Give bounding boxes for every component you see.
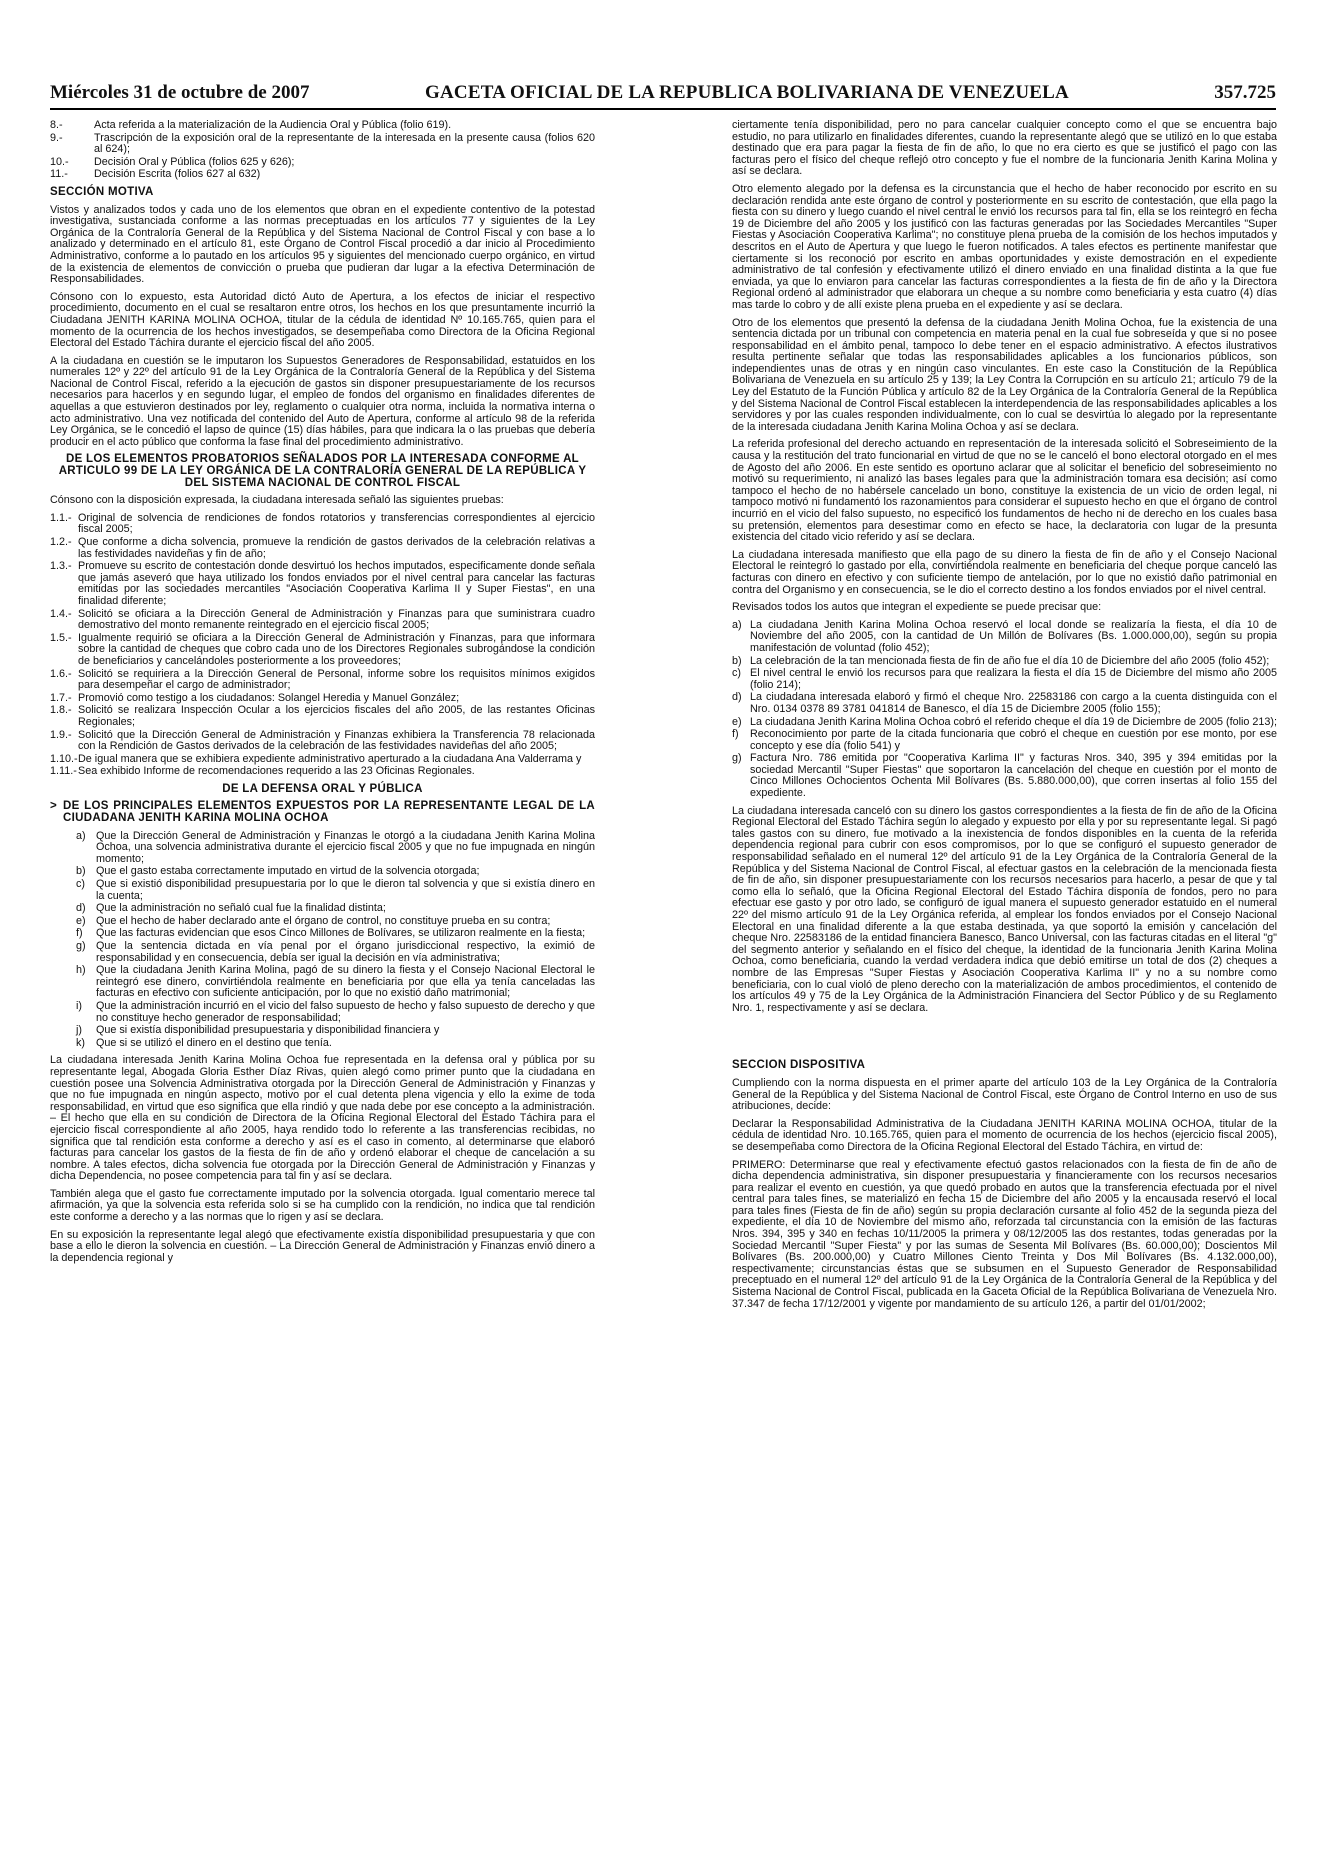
list-item <box>50 916 595 928</box>
paragraph: Declarar la Responsabilidad Administrativa de la Ciudadana JENITH KARINA MOLINA OCHOA, titular de la cédula de identidad Nro. 10.165.765, quien para el momento de ocurrencia de los hechos (ejercicio fiscal 2005), se desempeñaba como Directora de la Oficina Regional Electoral del Estado Táchira, en virtud de: <box>732 1117 1277 1153</box>
item-text: El nivel central le envió los recursos para que realizara la fiesta el día 15 de Diciembre del mismo año 2005 (folio 214); <box>750 667 1277 691</box>
item-number: 1.3.- <box>50 560 72 573</box>
item-text: Promovió como testigo a los ciudadanos: Solangel Heredia y Manuel González; <box>78 691 460 704</box>
item-text: Solicitó que la Dirección General de Administración y Finanzas exhibiera la Transferencia 78 relacionada con la Rendición de Gastos derivados de la celebración de las festividades navideñas del año 2005; <box>78 728 595 753</box>
list-item <box>50 754 595 766</box>
document-list <box>50 120 595 181</box>
list-item <box>50 928 595 940</box>
item-text: Reconocimiento por parte de la citada funcionaria que cobró el cheque en cuestión por ese monto, por ese concepto y ese día (folio 541) y <box>750 728 1277 752</box>
item-number: 8.- <box>50 120 63 131</box>
list-item <box>50 866 595 878</box>
item-text: Promueve su escrito de contestación donde desvirtuó los hechos imputados, especificamente donde señala que jamás aseveró que haya utilizado los fondos enviados por el nivel central para cancelar las facturas emitidas por las sociedades mercantiles "Asociación Cooperativa Karlima II y Super Fiestas", en una finalidad diferente; <box>78 560 595 607</box>
item-number: 11.- <box>50 168 68 181</box>
item-number: 1.2.- <box>50 536 72 548</box>
list-item <box>50 903 595 915</box>
item-text: Que si existió disponibilidad presupuestaria por lo que le dieron tal solvencia y que si existía dinero en la cuenta; <box>96 878 595 902</box>
item-letter: d) <box>76 902 86 915</box>
paragraph: ciertamente tenía disponibilidad, pero no para cancelar cualquier concepto como el que se encuentra bajo estudio, no para utilizarlo en finalidades diferentes, cuando la representante alegó que se utilizó en lo que estaba destinado que era para pagar la fiesta de fin de año, lo que no era cierto es que se justificó el pago con las facturas pero el físico del cheque reflejó otro concepto y fue el nombre de la funcionaria Jenith Karina Molina y así se declara. <box>732 120 1277 178</box>
item-text: Que conforme a dicha solvencia, promueve la rendición de gastos derivados de la celebración relativas a las festividades navideñas y fin de año; <box>78 536 595 560</box>
paragraph: También alega que el gasto fue correctamente imputado por la solvencia otorgada. Igual comentario merece tal afirmación, ya que la solvencia esta referida solo si se ha cumplido con la rendición, no indica que tal rendición este conforme a derecho y a las normas que lo rigen y así se declara. <box>50 1187 595 1224</box>
item-text: Acta referida a la materialización de la Audiencia Oral y Pública (folio 619). <box>94 120 452 131</box>
item-text: La ciudadana Jenith Karina Molina Ochoa cobró el referido cheque el día 19 de Diciembre de 2005 (folio 213); <box>750 715 1277 728</box>
list-item <box>732 753 1277 799</box>
item-number: 1.9.- <box>50 728 72 741</box>
item-letter: d) <box>732 691 742 704</box>
item-text: Que las facturas evidencian que esos Cinco Millones de Bolívares, se utilizaron realmente en la fiesta; <box>96 927 586 940</box>
item-letter: h) <box>76 964 86 977</box>
item-text: Que el hecho de haber declarado ante el órgano de control, no constituye prueba en su contra; <box>96 914 551 927</box>
list-item <box>50 609 595 632</box>
list-item <box>732 692 1277 715</box>
item-text: Decisión Oral y Pública (folios 625 y 626); <box>94 155 295 168</box>
item-text: Trascripción de la exposición oral de la representante de la interesada en la presente causa (folios 620 al 624); <box>94 131 595 156</box>
list-item <box>50 1001 595 1024</box>
item-text: Solicitó se requiriera a la Dirección General de Personal, informe sobre los requisitos mínimos exigidos para desempeñar el cargo de administrador; <box>78 667 595 692</box>
list-item <box>50 879 595 902</box>
item-text: Factura Nro. 786 emitida por "Cooperativa Karlima II" y facturas Nros. 340, 395 y 394 emitidas por la sociedad Mercantil "Super Fiestas" que soportaron la cancelación del cheque en cuestión por el monto de Cinco Millones Ochocientos Ochenta Mil Bolívares (Bs. 5.880.000,00), que corren insertas al folio 155 del expediente. <box>750 752 1277 800</box>
paragraph: PRIMERO: Determinarse que real y efectivamente efectuó gastos relacionados con la fiesta de fin de año de dicha dependencia administrativa, sin disponer presupuestaria y financieramente con los recursos necesarios para realizar el evento en cuestión, ya que quedó probado en autos que la transferencia efectuada por el nivel central para tales fines, se materializó en fecha 15 de Diciembre del año 2005 y la encausada reservó el local para tales fines (Fiesta de fin de año) según su propia declaración cursante al folio 452 de la segunda pieza del expediente, el día 10 de Noviembre del mismo año, reforzada tal circunstancia con la emisión de las facturas Nros. 394, 395 y 340 en fechas 10/11/2005 la primera y 08/12/2005 las dos restantes, todas generadas por la Sociedad Mercantil "Super Fiesta" y por las sumas de Sesenta Mil Bolívares (Bs. 60.000,00); Doscientos Mil Bolívares (Bs. 200.000,00) y Cuatro Millones Ciento Treinta y Dos Mil Bolívares (Bs. 4.132.000,00), respectivamente; circunstancias éstas que se subsumen en el Supuesto Generador de Responsabilidad preceptuado en el numeral 12º del artículo 91 de la Ley Orgánica de la Contraloría General de la República y del Sistema Nacional de Control Fiscal, publicada en la Gaceta Oficial de la República Bolivariana de Venezuela Nro. 37.347 de fecha 17/12/2001 y vigente por mandamiento de su artículo 126, a partir del 01/01/2002; <box>732 1158 1277 1310</box>
paragraph: En su exposición la representante legal alegó que efectivamente existía disponibilidad presupuestaria y que con base a ello le dieron la solvencia en cuestión. – La Dirección General de Administración y Finanzas envió dinero a la dependencia regional y <box>50 1228 595 1264</box>
item-text: Decisión Escrita (folios 627 al 632) <box>94 168 261 181</box>
section-heading-probatorios: DE LOS ELEMENTOS PROBATORIOS SEÑALADOS POR LA INTERESADA CONFORME AL ARTICULO 99 DE LA LEY ORGÁNICA DE LA CONTRALORÍA GENERAL DE LA REPÚBLICA Y DEL SISTEMA NACIONAL DE CONTROL FISCAL <box>58 453 587 489</box>
list-item <box>50 513 595 536</box>
heading-marker: > <box>50 800 58 813</box>
item-number: 1.8.- <box>50 704 72 717</box>
item-text: Que la administración no señaló cual fue la finalidad distinta; <box>96 902 386 915</box>
paragraph: Otro elemento alegado por la defensa es la circunstancia que el hecho de haber reconocido por escrito en su declaración rendida ante este órgano de control y posteriormente en su escrito de contestación, que ella pago la fiesta con su dinero y luego cuando el nivel central le envió los recursos para tal fin, ella se los reintegró en fecha 19 de Diciembre del año 2005 y los justificó con las facturas generadas por las Sociedades Mercantiles "Super Fiestas y Asociación Cooperativa Karlima"; no constituye plena prueba de la comisión de los hechos imputados y descritos en el Auto de Apertura y que luego le fueron notificados. A tales efectos es pertinente manifestar que ciertamente si los reconoció por escrito en ambas oportunidades y existe demostración en el expediente administrativo de tal confesión y efectivamente utilizó el dinero enviado en una finalidad distinta a la que fue enviada, ya que lo enviaron para cancelar las facturas correspondientes a la fiesta de fin de año y la Directora Regional ordenó al administrador que elaborara un cheque a su nombre como beneficiaria y esta cuatro (4) días mas tarde lo cobro y de allí existe plena prueba en el expediente y así se declara. <box>732 182 1277 311</box>
item-text: La ciudadana Jenith Karina Molina Ochoa reservó el local donde se realizaría la fiesta, el día 10 de Noviembre del año 2005, con la cantidad de Un Millón de Bolívares (Bs. 1.000.000,00), según su propia manifestación de voluntad (folio 452); <box>750 618 1277 654</box>
item-text: Igualmente requirió se oficiara a la Dirección General de Administración y Finanzas, para que informara sobre la cantidad de cheques que cobro cada uno de los Directores Regionales subrogándose la condición de beneficiarios y cancelándoles posteriormente a los proveedores; <box>78 631 595 667</box>
list-item <box>50 730 595 753</box>
section-heading-motiva: SECCIÓN MOTIVA <box>50 185 154 198</box>
item-text: Que la sentencia dictada en vía penal por el órgano jurisdiccional respectivo, la eximió de responsabilidad y en consecuencia, debía ser igual la decisión en vía administrativa; <box>96 940 595 964</box>
item-number: 1.10.- <box>50 752 78 765</box>
left-column <box>50 120 595 1850</box>
item-text: De igual manera que se exhibiera expediente administrativo aperturado a la ciudadana Ana Valderrama y <box>78 752 582 765</box>
item-number: 1.11.- <box>50 765 77 778</box>
paragraph: La ciudadana interesada Jenith Karina Molina Ochoa fue representada en la defensa oral y pública por su representante legal, Abogada Gloria Esther Díaz Rivas, quien alegó como primer punto que la ciudadana en cuestión posee una Solvencia Administrativa otorgada por la Dirección General de Administración y Finanzas y que no fue impugnada en ningún aspecto, motivo por el cual detenta plena vigencia y ello la exime de toda responsabilidad, en virtud que eso significa que ella rindió y que nada debe por ese concepto a la administración. – El hecho que ella en su condición de Directora de la Oficina Regional Electoral del Estado Táchira para el ejercicio fiscal correspondiente al año 2005, haya rendido todo lo referente a las transferencias recibidas, no significa que tal rendición esta conforme a derecho y así es el caso in comento, al determinarse que elaboró facturas para cancelar los gastos de la fiesta de fin de año y ordenó elaborar el cheque de cancelación a su nombre. A tales efectos, dicha solvencia fue otorgada por la Dirección General de Administración y Finanzas y dicha Dependencia, no posee competencia para tal fin y así se declara. <box>50 1054 595 1183</box>
list-item <box>732 717 1277 729</box>
item-letter: f) <box>732 728 739 741</box>
item-text: La celebración de la tan mencionada fiesta de fin de año fue el día 10 de Diciembre del año 2005 (folio 452); <box>750 654 1270 667</box>
list-item <box>50 157 595 169</box>
paragraph: La ciudadana interesada manifiesto que ella pago de su dinero la fiesta de fin de año y el Consejo Nacional Electoral le reintegró lo gastado por ella, convirtiéndola realmente en beneficiaria del cheque porque canceló las facturas con dinero en efectivo y con suficiente tiempo de antelación, por lo que no existió daño patrimonial en contra del Organismo y en consecuencia, se le dio el correcto destino a los fondos enviados por el nivel central. <box>732 548 1277 596</box>
item-letter: c) <box>732 667 741 680</box>
right-column <box>732 120 1277 1850</box>
page-header <box>50 82 1276 110</box>
item-text: Que la ciudadana Jenith Karina Molina, pagó de su dinero la fiesta y el Consejo Nacional Electoral le reintegró ese dinero, convirtiéndola realmente en beneficiaria por que ella ya tenía canceladas las facturas en efectivo con suficiente anticipación, por lo que no existió daño matrimonial; <box>96 964 595 1000</box>
section-gap <box>732 1020 1277 1054</box>
paragraph: Cónsono con la disposición expresada, la ciudadana interesada señaló las siguientes pruebas: <box>50 494 504 507</box>
list-item <box>50 120 595 132</box>
item-text: Que el gasto estaba correctamente imputado en virtud de la solvencia otorgada; <box>96 865 480 878</box>
item-letter: g) <box>732 752 742 765</box>
arguments-list <box>50 831 595 1050</box>
page-number: 357.725 <box>1214 82 1276 103</box>
paragraph: Revisados todos los autos que integran el expediente se puede precisar que: <box>732 601 1102 614</box>
paragraph: A la ciudadana en cuestión se le imputaron los Supuestos Generadores de Responsabilidad, estatuidos en los numerales 12º y 22º del artículo 91 de la Ley Orgánica de la Contraloría General de la República y del Sistema Nacional de Control Fiscal, referido a la ejecución de gastos sin disponer presupuestariamente de los recursos necesarios para hacerlos y en segundo lugar, el empleo de fondos del organismo en finalidades diferentes de aquellas a que estuvieron destinados por ley, reglamento o cualquier otra norma, incluida la normativa interna o acto administrativo. Una vez notificada del contenido del Auto de Apertura, conforme al artículo 98 de la referida Ley Orgánica, se le concedió el lapso de quince (15) días hábiles, para que indicara la o las pruebas que debería producir en el acto público que conforma la fase final del procedimiento administrativo. <box>50 354 595 448</box>
list-item <box>50 705 595 728</box>
list-item <box>50 965 595 1000</box>
header-title: GACETA OFICIAL DE LA REPUBLICA BOLIVARIANA DE VENEZUELA <box>425 82 1069 103</box>
item-number: 1.4.- <box>50 607 72 620</box>
findings-list <box>732 620 1277 800</box>
list-item <box>50 941 595 964</box>
item-letter: f) <box>76 927 83 940</box>
item-letter: a) <box>732 618 742 631</box>
list-item <box>50 1038 595 1050</box>
list-item <box>732 668 1277 691</box>
list-item <box>732 656 1277 668</box>
list-item <box>50 537 595 560</box>
list-item <box>732 729 1277 752</box>
list-item <box>50 133 595 156</box>
item-letter: b) <box>76 865 86 878</box>
list-item <box>50 561 595 607</box>
item-letter: b) <box>732 654 742 667</box>
section-heading-defensa: DE LA DEFENSA ORAL Y PÚBLICA <box>222 782 423 795</box>
item-letter: a) <box>76 829 86 842</box>
item-letter: g) <box>76 940 86 952</box>
list-item <box>50 669 595 692</box>
item-number: 1.1.- <box>50 511 72 524</box>
item-text: La ciudadana interesada elaboró y firmó el cheque Nro. 22583186 con cargo a la cuenta distinguida con el Nro. 0134 0378 89 3781 041814 de Banesco, el día 15 de Diciembre 2005 (folio 155); <box>750 691 1277 715</box>
item-text: Solicitó se realizara Inspección Ocular a los ejercicios fiscales del año 2005, de las restantes Oficinas Regionales; <box>78 704 595 728</box>
item-letter: e) <box>732 715 742 728</box>
list-item <box>50 633 595 668</box>
item-number: 1.7.- <box>50 691 72 704</box>
paragraph: La referida profesional del derecho actuando en representación de la interesada solicitó el Sobreseimiento de la causa y la restitución del trato funcionarial en virtud de que no se le canceló el bono electoral otorgado en el mes de Agosto del año 2006. En este sentido es oportuno aclarar que al solicitar el beneficio del sobreseimiento no motivó su requerimiento, ni analizó las bases legales para que la administración tomara esa decisión; así como tampoco el hecho de no habérsele cancelado un bono, constituye la existencia de un vicio de orden legal, ni tampoco motivó ni fundamentó los razonamientos para considerar el supuesto hecho en que el órgano de control incurrió en el vicio del falso supuesto, no especificó los fundamentos de hecho ni de derecho en los cuales basa su pretensión, elementos para desestimar como en efecto se hace, la declaratoria con lugar de la presunta existencia del citado vicio referido y así se declara. <box>732 438 1277 544</box>
list-item <box>50 766 595 778</box>
item-text: Solicitó se oficiara a la Dirección General de Administración y Finanzas para que suministrara cuadro demostrativo del monto remanente reintegrado en el ejercicio fiscal 2005; <box>78 607 595 632</box>
list-item <box>50 1025 595 1037</box>
item-text: Que la administración incurrió en el vicio del falso supuesto de hecho y falso supuesto de derecho y que no constituye hecho generador de responsabilidad; <box>96 999 595 1024</box>
item-letter: c) <box>76 878 85 891</box>
item-number: 10.- <box>50 155 69 168</box>
paragraph: Vistos y analizados todos y cada uno de los elementos que obran en el expediente contentivo de la potestad investigativa, sustanciada conforme a las normas preceptuadas en los artículos 77 y siguientes de la Ley Orgánica de la Contraloría General de la República y del Sistema Nacional de Control Fiscal y con base a lo analizado y determinado en el artículo 81, este Órgano de Control Fiscal procedió a dar inicio al Procedimiento Administrativo, conforme a lo pautado en los artículos 95 y siguientes del mencionado cuerpo orgánico, en virtud de la existencia de elementos de convicción o prueba que pudieran dar lugar a la efectiva Determinación de Responsabilidades. <box>50 203 595 286</box>
paragraph: Cumpliendo con la norma dispuesta en el primer aparte del artículo 103 de la Ley Orgánica de la Contraloría General de la República y del Sistema Nacional de Control Fiscal, este Órgano de Control Interno en uso de sus atribuciones, decide: <box>732 1076 1277 1113</box>
list-item <box>50 169 595 181</box>
section-heading-dispositiva: SECCION DISPOSITIVA <box>732 1059 866 1072</box>
item-number: 1.6.- <box>50 667 72 680</box>
list-item <box>50 693 595 705</box>
item-text: Sea exhibido Informe de recomendaciones requerido a las 23 Oficinas Regionales. <box>78 765 475 778</box>
item-text: Que si se utilizó el dinero en el destino que tenía. <box>96 1036 332 1049</box>
item-text: Que si existía disponibilidad presupuestaria y disponibilidad financiera y <box>96 1024 440 1037</box>
paragraph: La ciudadana interesada canceló con su dinero los gastos correspondientes a la fiesta de fin de año de la Oficina Regional Electoral del Estado Táchira según lo alegado y expuesto por ella y por su representante legal. Si pagó tales gastos con su dinero, fue motivado a la inexistencia de fondos disponibles en la cuenta de la referida dependencia regional para cubrir con esos compromisos, por lo que se configuró el supuesto generador de responsabilidad señalado en el numeral 12º del artículo 91 de la Ley Orgánica de la Contraloría General de la República y del Sistema Nacional de Control Fiscal, al efectuar gastos en la celebración de la mencionada fiesta de fin de año, sin disponer presupuestariamente con los recursos necesarios para hacerlo, a pesar de que y tal como ella lo señaló, que la Oficina Regional Electoral del Estado Táchira disponía de fondos, pero no para efectuar ese gasto y por otro lado, se configuró de igual manera el supuesto generador estatuido en el numeral 22º del mismo artículo 91 de la Ley Orgánica referida, al emplear los fondos enviados por el Consejo Nacional Electoral en una finalidad diferente a la que estaba destinada, ya que soportó la emisión y cancelación del cheque Nro. 22583186 de la entidad financiera Banesco, Banco Universal, con las facturas citadas en el literal "g" del segmento anterior y señalando en el físico del cheque, la identidad de la funcionaria Jenith Karina Molina Ochoa, como beneficiaria, cuando la verdad verdadera indica que debió emitirse un total de dos (2) cheques a nombre de las Empresas "Super Fiestas y Asociación Cooperativa Karlima II" y no a su nombre como beneficiaria, con lo cual violó de pleno derecho con la materialización de ambos procedimientos, el contenido de los artículos 49 y 75 de la Ley Orgánica de la Administración Financiera del Sector Público y de su Reglamento Nro. 1, respectivamente y así se declara. <box>732 804 1277 1014</box>
evidence-list <box>50 513 595 778</box>
paragraph: Cónsono con lo expuesto, esta Autoridad dictó Auto de Apertura, a los efectos de iniciar el respectivo procedimiento, documento en el cual se resaltaron entre otros, los hechos en los que presuntamente incurrió la Ciudadana JENITH KARINA MOLINA OCHOA, titular de la cédula de identidad Nº 10.165.765, quien para el momento de la ocurrencia de los hechos investigados, se desempeñaba como Directora de la Oficina Regional Electoral del Estado Táchira durante el ejercicio fiscal del año 2005. <box>50 290 595 350</box>
item-letter: e) <box>76 914 86 927</box>
item-text: Original de solvencia de rendiciones de fondos rotatorios y transferencias correspondientes al ejercicio fiscal 2005; <box>78 511 595 536</box>
item-letter: k) <box>76 1036 85 1049</box>
item-number: 1.5.- <box>50 631 72 644</box>
item-letter: i) <box>76 999 82 1012</box>
item-text: Que la Dirección General de Administración y Finanzas le otorgó a la ciudadana Jenith Karina Molina Ochoa, una solvencia administrativa durante el ejercicio fiscal 2005 y que no fue impugnada en ningún momento; <box>96 829 595 865</box>
list-item <box>50 831 595 866</box>
item-letter: j) <box>76 1024 82 1037</box>
heading-text: DE LOS PRINCIPALES ELEMENTOS EXPUESTOS POR LA REPRESENTANTE LEGAL DE LA CIUDADANA JENITH KARINA MOLINA OCHOA <box>63 800 595 825</box>
section-heading-principales <box>50 801 595 824</box>
item-number: 9.- <box>50 131 63 144</box>
paragraph: Otro de los elementos que presentó la defensa de la ciudadana Jenith Molina Ochoa, fue la existencia de una sentencia dictada por un tribunal con competencia en materia penal en la cual fue sobreseída y que si no posee responsabilidad en el ámbito penal, tampoco lo debe tener en el espacio administrativo. A efectos ilustrativos resulta pertinente señalar que todas las responsabilidades aplicables a los funcionarios públicos, son independientes unas de otras y en ningún caso vinculantes. En este caso la Constitución de la República Bolivariana de Venezuela en su artículo 25 y 139; la Ley Contra la Corrupción en su artículo 21; artículo 79 de la Ley del Estatuto de la Función Pública y artículo 82 de la Ley Orgánica de la Contraloría General de la República y del Sistema Nacional de Control Fiscal establecen la interdependencia de las responsabilidades aplicables a los servidores y por las cuales responden individualmente, con lo cual se desvirtúa lo alegado por la representante de la interesada ciudadana Jenith Karina Molina Ochoa y así se declara. <box>732 316 1277 433</box>
header-date: Miércoles 31 de octubre de 2007 <box>50 82 310 103</box>
list-item <box>732 620 1277 655</box>
